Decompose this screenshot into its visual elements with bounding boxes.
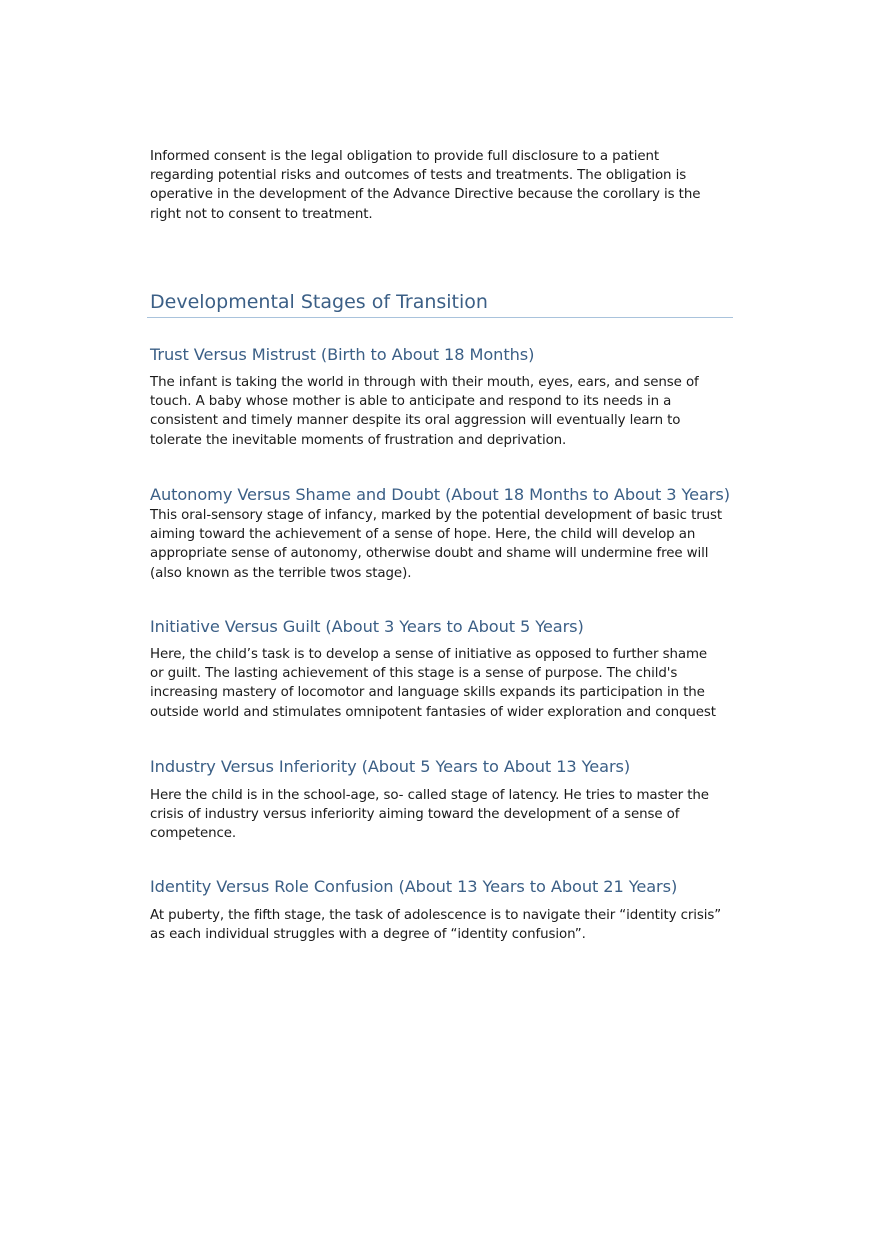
text-line: touch. A baby whose mother is able to anticipate and respond to its needs in a: [150, 394, 672, 410]
text-line: crisis of industry versus inferiority aiming toward the development of a sense of: [150, 807, 680, 823]
stage-heading: Trust Versus Mistrust (Birth to About 18 Months): [150, 345, 535, 364]
stage-heading: Identity Versus Role Confusion (About 13 Years to About 21 Years): [150, 877, 678, 896]
text-line: Here the child is in the school-age, so- called stage of latency. He tries to master the: [150, 788, 709, 803]
text-line: or guilt. The lasting achievement of this stage is a sense of purpose. The child's: [150, 666, 678, 682]
text-line: operative in the development of the Advance Directive because the corollary is the: [150, 187, 701, 203]
stage-paragraph: [150, 645, 716, 722]
stage-paragraph: [150, 906, 721, 944]
text-line: aiming toward the achievement of a sense of hope. Here, the child will develop an: [150, 527, 696, 543]
text-line: (also known as the terrible twos stage).: [150, 565, 412, 581]
text-line: right not to consent to treatment.: [150, 206, 373, 222]
text-line: Informed consent is the legal obligation to provide full disclosure to a patient: [150, 149, 660, 164]
text-line: appropriate sense of autonomy, otherwise doubt and shame will undermine free will: [150, 546, 709, 562]
stage-paragraph: [150, 373, 699, 450]
text-line: The infant is taking the world in through with their mouth, eyes, ears, and sense of: [150, 375, 699, 390]
text-line: increasing mastery of locomotor and language skills expands its participation in the: [150, 685, 705, 701]
text-line: as each individual struggles with a degree of “identity confusion”.: [150, 927, 586, 943]
section-divider: [147, 317, 733, 318]
text-line: competence.: [150, 826, 237, 842]
text-line: tolerate the inevitable moments of frustration and deprivation.: [150, 432, 567, 448]
text-line: regarding potential risks and outcomes of tests and treatments. The obligation is: [150, 168, 687, 184]
text-line: outside world and stimulates omnipotent fantasies of wider exploration and conquest: [150, 704, 716, 720]
text-line: Here, the child’s task is to develop a sense of initiative as opposed to further shame: [150, 647, 708, 662]
section-title: Developmental Stages of Transition: [150, 291, 488, 313]
intro-paragraph: [150, 147, 700, 224]
text-line: This oral-sensory stage of infancy, marked by the potential development of basic trust: [150, 508, 723, 523]
stage-heading: Autonomy Versus Shame and Doubt (About 18 Months to About 3 Years): [150, 485, 730, 504]
stage-paragraph: [150, 506, 722, 583]
stage-heading: Industry Versus Inferiority (About 5 Years to About 13 Years): [150, 757, 631, 776]
stage-paragraph: [150, 786, 709, 844]
stage-heading: Initiative Versus Guilt (About 3 Years to About 5 Years): [150, 617, 584, 636]
text-line: At puberty, the fifth stage, the task of adolescence is to navigate their “identity crisis”: [150, 908, 722, 923]
text-line: consistent and timely manner despite its oral aggression will eventually learn to: [150, 413, 681, 429]
